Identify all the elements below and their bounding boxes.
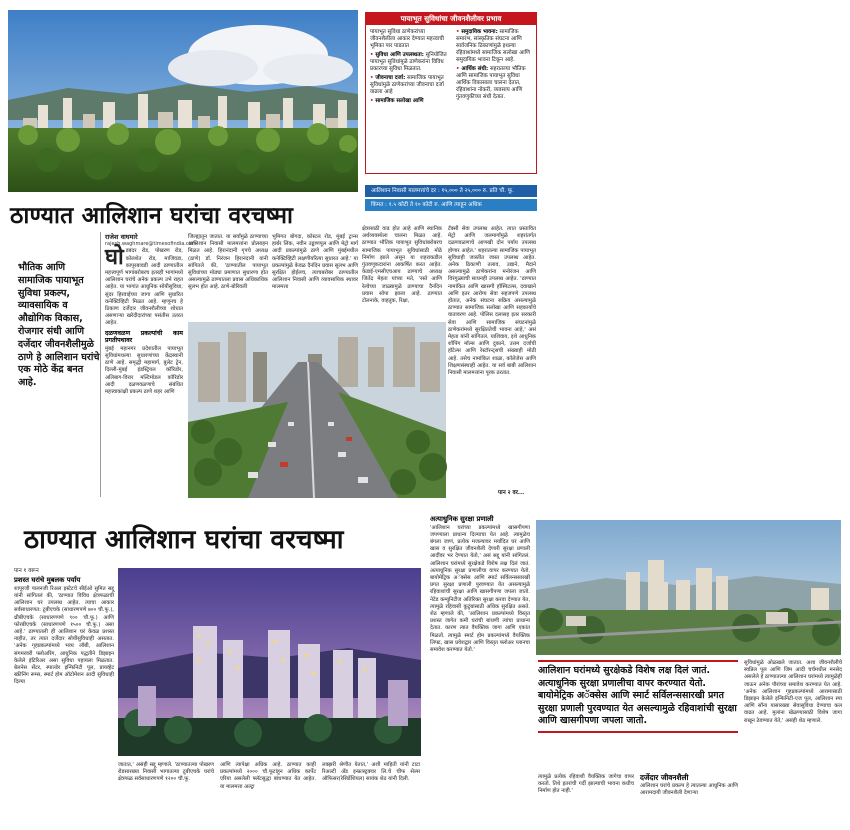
clip-1-headline: ठाण्यात आलिशान घरांचा वरचष्मा <box>10 203 294 229</box>
article-column: त्यामुळे प्रत्येक रहिवाशी वैयक्तिक जागेचा वापर करतो. तिथे इतरांची गर्दी झाल्याची भावना कधीच निर्माण होत नाही.' <box>538 774 634 795</box>
article-column: दर्जेदार जीवनशैली आलिशान घरांचे प्रकल्प हे त्यातल्या आधुनिक आणि आरामदायी जीवनशैली देणाऱ्या <box>640 773 738 796</box>
clip-2-pullquote: आलिशान घरांमध्ये सुरक्षेकडे विशेष लक्ष दिलं जातं. अत्याधुनिक सुरक्षा प्रणालीचा वापर करण्यात येतो. बायोमेट्रिक अॅक्सेस आणि स्मार्ट सर्विलन्ससारखी प्रगत सुरक्षा प्रणाली पुरवण्यात येत असल्यामुळे रहिवाशांची सुरक्षा आणि खासगीपणा जपला जातो. <box>538 660 738 733</box>
article-column: भुमिगत बोगदा, कोस्टल रोड, मुंबई ट्रान्स हार्बर लिंक, नवीन उड्डाणपूल आणि मेट्रो मार्ग आदी प्रकल्पांमुळे ठाणे आणि मुंबईमधील कनेक्टिव्हिटी लक्षणीयरित्या सुधारत आहे.' या प्रकल्पांमुळे केवळ दैनंदिन प्रवास सुलभ आणि सुरक्षित होईलच, त्याचबरोबर ठाण्यातील आलिशान निवासी आणि व्यावसायिक स्थावर मालमत्ता <box>272 234 358 291</box>
clip-2 <box>0 510 850 830</box>
thane-highway-photo <box>188 322 446 498</box>
article-column: जिल्ह्यातून जातात. या सर्वांमुळे ठाण्याच्या आलिशान निवासी मालमत्तांना प्रोत्साहन मिळत आहे. हिरानंदानी गृपचे अध्यक्ष (ठाणे) डॉ. निरंजन हिरानंदानी यांनी सांगितले की, 'ठाण्यातील पायाभूत सुविधांच्या मोठ्या प्रमाणात सुधारणा होत असल्यामुळे ठाण्यातला प्रवास अधिकाधिक सुलभ होत आहे. ठाणे-बोरिवली <box>188 234 268 291</box>
box-right-column <box>456 29 534 103</box>
box-intro: पायाभूत सुविधा ठाणेकरांच्या जीवनशैलीला आकार देण्यात महत्त्वाची भूमिका पार पाडतात <box>370 29 444 49</box>
subheading: दर्जेदार जीवनशैली <box>640 773 689 782</box>
subheading: प्रशस्त घरांचे मुबलक पर्याय <box>14 576 81 585</box>
article-column: अत्याधुनिक सुरक्षा प्रणाली 'आलिशान घरांच्या प्रकल्पांमध्ये खासगीपणा जपण्याला प्राधान्य दिल्याचा येत आहे. त्यामुळेच बंगला जाणं, प्रत्येक मजल्यावर मर्यादित घरं आणि खास व सुरक्षित जीवनशैली देणारी सुरक्षा प्रणाली आदींवर भर देण्यात येतो,' असं सद्दू यांनी सांगितलं. आलिशान घरांमध्ये सुरक्षेकडे विशेष लक्ष दिलं जातं. अत्याधुनिक सुरक्षा प्रणालीचा वापर करण्यात येतो. बायोमेट्रिक अॅक्सेस आणि स्मार्ट सर्विलन्ससारखी प्रगत सुरक्षा प्रणाली पुरवण्यात येत असल्यामुळे रहिवाशांची सुरक्षा आणि खासगीपणा जपला जातो. नेटेड कम्युनिटीज अतिरिक्त सुरक्षा करवा देण्यात येत, त्यामुळे रहिवासी कुटुंबांसाठी अधिक सुरक्षित असते. शेठ म्हणाले की, 'आलिशान प्रकल्पांमध्ये विस्तृत प्रशस्त जागेत कमी घरांची बांधणी त्यांचा प्राधान्य देतात. कारण त्यात वैयक्तिक जागा आणि एकांत मिळतो. त्यामुळे स्मार्ट होम प्रकल्पांमध्ये वैयक्तिक लिफ्ट, खास प्रवेशद्वार आणि विस्तृत फ्लोअर प्लानचा समावेश करण्यात येतो.' <box>430 515 530 654</box>
box-left-column <box>370 29 450 107</box>
price-strip: आलिशान निवासी मालमत्तांचे दर : १५,००० ते २५,००० रु. प्रति चौ. फू. <box>365 185 537 197</box>
box-title: पायाभूत सुविधांचा जीवनशैलीवर प्रभाव <box>366 13 536 25</box>
article-column: आणि त्यापेक्षा अधिक आहे. ठाण्यात काही प्रकल्पांमध्ये २००० चौ.फूटांहून अधिक कार्पेट एरिया असलेली फ्लॅटसुद्धा बांधण्यात येत आहेत. या मालमत्ता अल्ट्रा <box>220 762 316 790</box>
article-column: क्षेत्रासाठी वाढ होत आहे आणि स्थानिक अर्थव्यवस्थेला चालना मिळत आहे. ठाण्यात भौतिक पायाभूत सुविधांबरोबरच सामाजिक पायाभूत सुविधांसाठी मोठे निर्माण झाले असून या शहराकडील गुंतवणूकदारांना आकर्षित करत आहेत. केडाई-एमसीएचआय ठाण्याचे अध्यक्ष जितेंद्र मेहता यांच्या मते, 'रस्ते आणि रेल्वेच्या जाळ्यामुळे ठाण्याचा दैनंदिन प्रवास सोपा झाला आहे. ठाण्यात टोलनाके, वाहतूक, रिक्षा, <box>362 226 442 305</box>
thane-skyline-photo <box>8 10 358 192</box>
continued-from-note: पान १ वरून <box>14 568 39 574</box>
article-column: जातात,' असंही सद्दू म्हणाले. 'ठाण्यातल्या पोखरण रोडसारख्या निवासी भागातल्या टूबीएचके घरांचे क्षेत्रफळ सर्वसाधारणपणे १२०० चौ.फू. <box>118 762 214 783</box>
article-column: सुविधांमुळे ओळखले जातात. अशा जीवनशैलीचे स्वप्निल पूल आणि जिम आदी चर्चमधील मनसेद असलेले हे ठाण्यातल्या आलिशान घरांमध्ये त्यामुळेही जाऊन अनेक पौरांच्या समावेश करण्यात येत आहे. 'अनेक आलिशान गृहप्रकल्पांमध्ये आरामासाठी डिझाइन केलेले इन्फिनिटी-एज पूल, आलिशान स्पा आणि सॉना यासारख्या सेवासुविधा देण्याचा कल वाढत आहे. मुलांना खेळण्यासाठी विशेष जागा राखून ठेवण्यात येते,' असंही शेठ म्हणाले. <box>744 660 842 724</box>
byline-email: rajesh.waghmare@timesofindia.com <box>105 241 197 248</box>
clip-1-pullquote: भौतिक आणि सामाजिक पायाभूत सुविधा प्रकल्प, व्यावसायिक व औद्योगिक विकास, रोजगार संधी आणि दर्जेदार जीवनशैलीमुळे ठाणे हे आलिशान घरांचे एक मोठे केंद्र बनत आहे. <box>18 262 100 389</box>
article-column: टॅक्सी सेवा उपलब्ध आहेत. त्यात प्रस्तावित मेट्रो आणि जलमार्गांमुळे शहरांतर्गत दळणवळणाचे आणखी दोन पर्याय उपलब्ध होणार आहेत.' शहरातल्या सामाजिक पायाभूत सुविधाही जास्तीत जास्त उपलब्ध आहेत. अनेक ठिकाणी तलाव, उद्याने, मैदाने असल्यामुळे ठाणेकरांना मनोरंजन आणि विरंगुळ्याची साधनही उपलब्ध आहेत. 'ठाण्यात नामांकित आणि खासगी हॉस्पिटल्स, दवाखाने आणि इतर आरोग्य सेवा सहजपणे उपलब्ध होतात, अनेक संघटना सक्रिय असल्यामुळे ठाण्यात सामाजिक सलोखा आणि सहकार्याचे वातावरण आहे. पोलिस दलासह इतर सरकारी सेवा आणि सामाजिक संघटनांमुळे ठाणेकरांमध्ये सुरक्षिततेची भावना आहे,' असं मेहता यांनी सांगितलं. याशिवाय, इथे आधुनिक शॉपिंग मॉल्स आणि दुकाने, उत्तम दर्जाची हॉटेल्स आणि रेस्टॉरन्ट्सची संख्याही मोठी आहे. तसेच नामांकित शाळा, कॉलेजेस आणि शिक्षणसंस्थाही आहेत. या सर्व बाबी आलिशान निवासी मालमत्तांना पूरक ठरतात. <box>448 226 536 377</box>
continued-note: पान २ वर... <box>498 490 525 496</box>
luxury-towers-night-photo <box>118 568 421 756</box>
subheading: दळणवळण प्रकल्पांची काम प्रगतीपथावर <box>105 329 183 345</box>
box-item: • सुविधा आणि उपलब्धता: सुनियोजित पायाभूत सुविधांमुळे ठाणेकरांना विविध प्रकारच्या सुविधा मिळतात. <box>370 52 447 72</box>
box-item: • समुदायिक भावना: सामाजिक समारंभ, सांस्कृतिक संघटना आणि सार्वजनिक ठिकाणांमुळे इथल्या रहिवाशांमध्ये सामाजिक सलोखा आणि समुदायिक भावना टिकून आहे. <box>456 29 530 63</box>
byline: राजेश वाघमारे <box>105 233 138 241</box>
box-item: • आर्थिक संधी: सहरातल्या भौतिक आणि सामाजिक पायाभूत सुविधा आर्थिक विकासाला चालना देतात, रहिवाशांना नोकरी, व्यवसाय आणि गुंतवणुकीच्या संधी देतात. <box>456 66 526 100</box>
clip-2-headline: ठाण्यात आलिशान घरांचा वरचष्मा <box>24 525 344 555</box>
infrastructure-impact-box <box>365 12 537 174</box>
subheading: अत्याधुनिक सुरक्षा प्रणाली <box>430 515 494 523</box>
box-item: • जीवनाचा दर्जा: सामाजिक पायाभूत सुविधांमुळे ठाणेकरांच्या जीवनाचा दर्जा वाढला आहे <box>370 75 444 95</box>
clip-1 <box>0 0 550 500</box>
article-column: पान १ वरून प्रशस्त घरांचे मुबलक पर्याय शापूरजी पालनजी रिअल इस्टेटचे सीईओ सुमित सद्दू यांनी सांगितलं की, 'ठाण्यात विविध क्षेत्रफळाची आलिशान घरं उपलब्ध आहेत. त्याचा आकार सर्वसाधारणत: टूबीएचके (साधारणपणे ७०० चौ.फू.), थ्रीबीएचके (साधारणपणे ९०० चौ.फू.) आणि फोरबीएचके (साधारणपणे १५०० चौ.फू.) असा आहे.' ठाण्यातली ही आलिशान घरं केवळ प्रशस्त नाहीत, तर त्यात दर्जेदार सोयीसुविधाही असतात. 'अनेक गृहप्रकल्पांमध्ये भव्य लॉबी, आलिशान संगमरवरी फ्लोअरिंग, आधुनिक पद्धतीने डिझाइन केलेले इंटिरिअर असा सुविधा पहायला मिळतात. बेलनेस सेंटर, स्पाल्डेर इन्फिनिटी पूल, प्रायव्हेट स्क्रीनिंग रूम्स, स्मार्ट होम ऑटोमेशन आदी सुविधाही दिल्या <box>14 568 114 686</box>
article-column: राजेश वाघमारे rajesh.waghmare@timesofindia.com घोडबंदर रोड, पोखरण रोड, कोलशेत रोड, माजिवडा, कापूरबावडी आदी ठाण्यातील महत्त्वपूर्ण भागांबरोबरच इतरही भागांमध्ये आलिशान घरांचे अनेक प्रकल्प उभे राहत आहेत. या भागांत आधुनिक सोयीसुविधा, सुंदर हिरवाईच्या जागा आणि सुधारित कनेक्टिव्हिटी मिळत आहे. म्हणूनच हे ठिकाण दर्जेदार जीवनशैलीच्या शोधात असणाऱ्या खरेदीदारांच्या पसंतीस उतरत आहेत. दळणवळण प्रकल्पांची काम प्रगतीपथावर मुंबई महानगर प्रदेशातील पायाभूत सुविधांमधल्या सुधारणांच्या केंद्रस्थानी ठाणे आहे. समृद्धी महामार्ग, बुलेट ट्रेन, दिल्ली-मुंबई इंडस्ट्रियल कॉरिडोर, अलिबाग-विरार मल्टिमोडल कॉरिडोर आदी दळणवळणाचे संबंधित महत्त्वाकांक्षी प्रकल्प ठाणे शहर आणि <box>105 233 197 396</box>
article-column: लक्झरी श्रेणीत येतात,' अशी माहिती यांनी टाटा रिअल्टी अँड इन्फ्रास्ट्रक्चर लि.चे चीफ सेल्स ऑफिसर(रेसिडेंशियल) सायंक शेठ यांनी दिली. <box>322 762 420 783</box>
box-item: • सामाजिक सलोखा आणि <box>370 98 424 104</box>
thane-aerial-photo <box>536 520 841 655</box>
dropcap: घो <box>105 245 124 271</box>
cost-strip: किंमत : १.५ कोटी ते १० कोटी रु. आणि त्याहून अधिक <box>365 199 537 211</box>
